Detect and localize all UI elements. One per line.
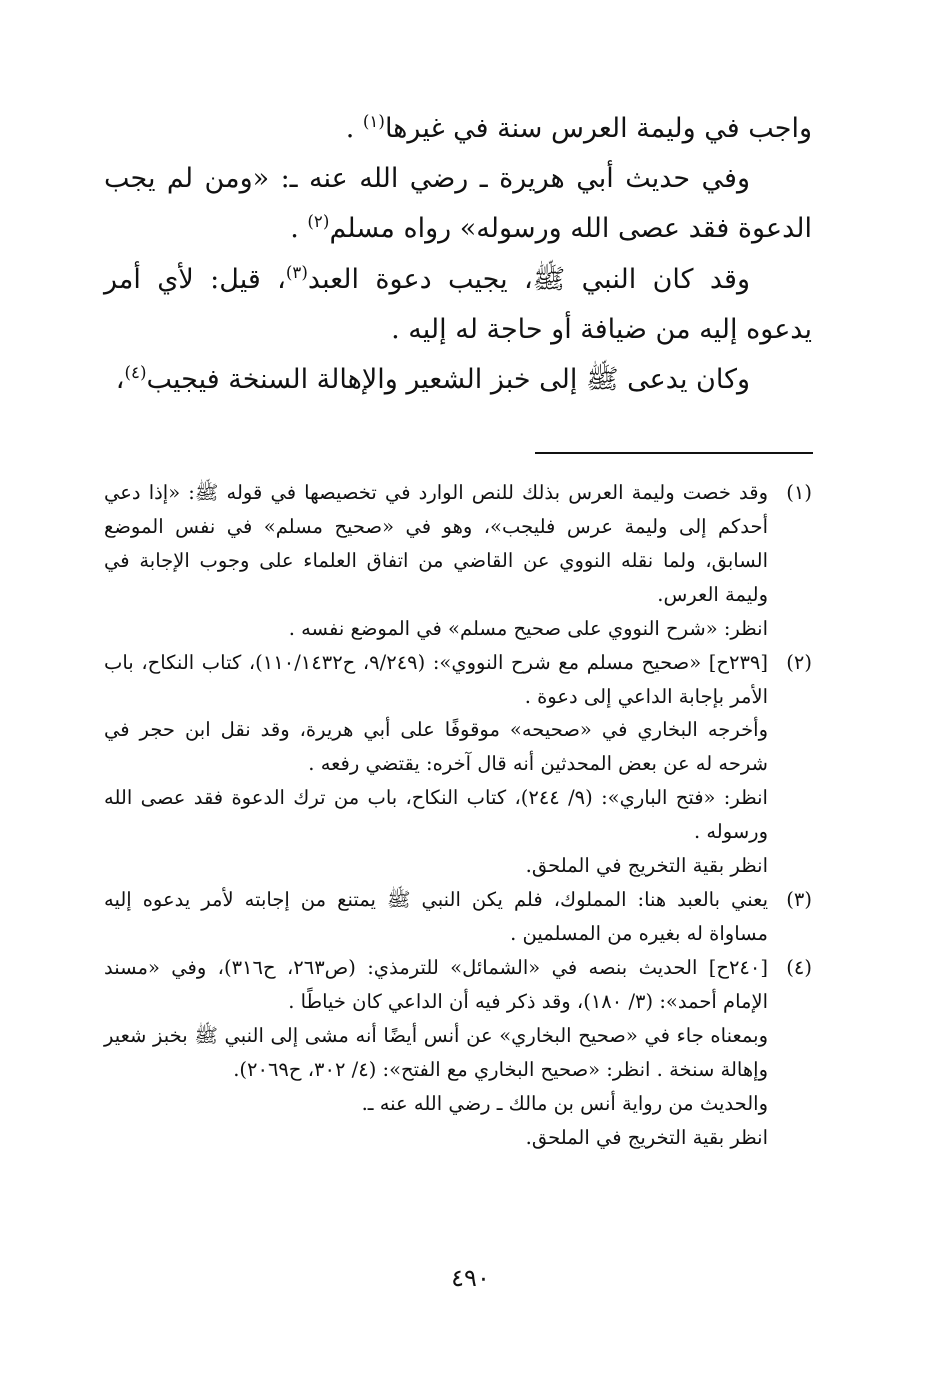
footnote-ref-3: (٣) bbox=[285, 261, 308, 282]
paragraph-2-text: وفي حديث أبي هريرة ـ رضي الله عنه ـ: «ومن لم يجب الدعوة فقد عصى الله ورسوله» رواه مسلم bbox=[104, 163, 812, 245]
footnote-ref-2: (٢) bbox=[307, 211, 330, 232]
footnote-3 bbox=[104, 883, 812, 951]
footnote-number: (٤) bbox=[786, 955, 812, 979]
paragraph-4-end: ، bbox=[115, 364, 125, 396]
paragraph-4 bbox=[104, 355, 812, 405]
paragraph-2 bbox=[104, 154, 812, 254]
footnote-ref-1: (١) bbox=[362, 111, 385, 131]
footnotes bbox=[104, 476, 812, 1154]
footnote-ref-4: (٤) bbox=[124, 362, 147, 383]
paragraph-1-end: . bbox=[345, 113, 363, 144]
footnote-line: انظر: «فتح الباري»: (٩/ ٢٤٤)، كتاب النكاح، باب من ترك الدعوة فقد عصى الله ورسوله . bbox=[104, 786, 768, 844]
paragraph-4-text: وكان يدعى ﷺ إلى خبز الشعير والإهالة السنخة فيجيب bbox=[146, 364, 750, 396]
footnote-line: [٢٤٠ح] الحديث بنصه في «الشمائل» للترمذي: (ص٢٦٣، ح٣١٦)، وفي «مسند الإمام أحمد»: (٣/ ١٨٠)، وقد ذكر فيه أن الداعي كان خياطًا . bbox=[104, 955, 768, 1013]
footnote-body bbox=[104, 476, 768, 646]
footnote-line: [٢٣٩ح] «صحيح مسلم مع شرح النووي»: (٩/٢٤٩، ح١١٠/١٤٣٢)، كتاب النكاح، باب الأمر بإجابة الداعي إلى دعوة . bbox=[104, 650, 768, 708]
footnote-2 bbox=[104, 646, 812, 883]
main-text bbox=[104, 104, 812, 405]
footnote-line: وأخرجه البخاري في «صحيحه» موقوفًا على أبي هريرة، وقد نقل ابن حجر في شرحه له عن بعض المحدثين أنه قال آخره: يقتضي رفعه . bbox=[104, 718, 768, 776]
footnote-line: انظر: «شرح النووي على صحيح مسلم» في الموضع نفسه . bbox=[288, 616, 768, 640]
page-number: ٤٩٠ bbox=[451, 1264, 490, 1292]
footnote-body bbox=[104, 951, 768, 1155]
paragraph-3 bbox=[104, 255, 812, 355]
footnote-number: (٢) bbox=[786, 650, 812, 674]
paragraph-3-text-a: وقد كان النبي ﷺ، يجيب دعوة العبد bbox=[307, 263, 750, 295]
footnote-line: والحديث من رواية أنس بن مالك ـ رضي الله عنه ـ. bbox=[361, 1091, 768, 1115]
footnote-line: انظر بقية التخريج في الملحق. bbox=[525, 854, 768, 878]
footnote-body bbox=[104, 883, 768, 951]
footnote-4 bbox=[104, 951, 812, 1155]
footnote-number: (٣) bbox=[786, 888, 812, 912]
footnote-1 bbox=[104, 476, 812, 646]
footnote-body bbox=[104, 646, 768, 883]
paragraph-1-text: واجب في وليمة العرس سنة في غيرها bbox=[384, 113, 812, 144]
footnote-number: (١) bbox=[786, 481, 812, 504]
footnote-line: وبمعناه جاء في «صحيح البخاري» عن أنس أيضًا أنه مشى إلى النبي ﷺ بخبز شعير وإهالة سنخة . انظر: «صحيح البخاري مع الفتح»: (٤/ ٣٠٢، ح٢٠٦٩). bbox=[104, 1023, 768, 1081]
footnote-line: يعني بالعبد هنا: المملوك، فلم يكن النبي ﷺ يمتنع من إجابته لأمر يدعوه إليه مساواة له بغيره من المسلمين . bbox=[104, 888, 768, 945]
paragraph-3-text-b: ، قيل: لأي أمر يدعوه إليه من ضيافة أو حاجة له إليه . bbox=[104, 263, 812, 345]
paragraph-2-end: . bbox=[290, 213, 308, 245]
paragraph-1 bbox=[104, 104, 812, 154]
footnote-line: وقد خصت وليمة العرس بذلك للنص الوارد في تخصيصها في قوله ﷺ: «إذا دعي أحدكم إلى وليمة عرس فليجب»، وهو في «صحيح مسلم» في نفس الموضع السابق، ولما نقله النووي عن القاضي من اتفاق العلماء على وجوب الإجابة في وليمة العرس. bbox=[104, 481, 768, 606]
footnote-line: انظر بقية التخريج في الملحق. bbox=[525, 1125, 768, 1149]
footnote-separator bbox=[535, 452, 813, 454]
